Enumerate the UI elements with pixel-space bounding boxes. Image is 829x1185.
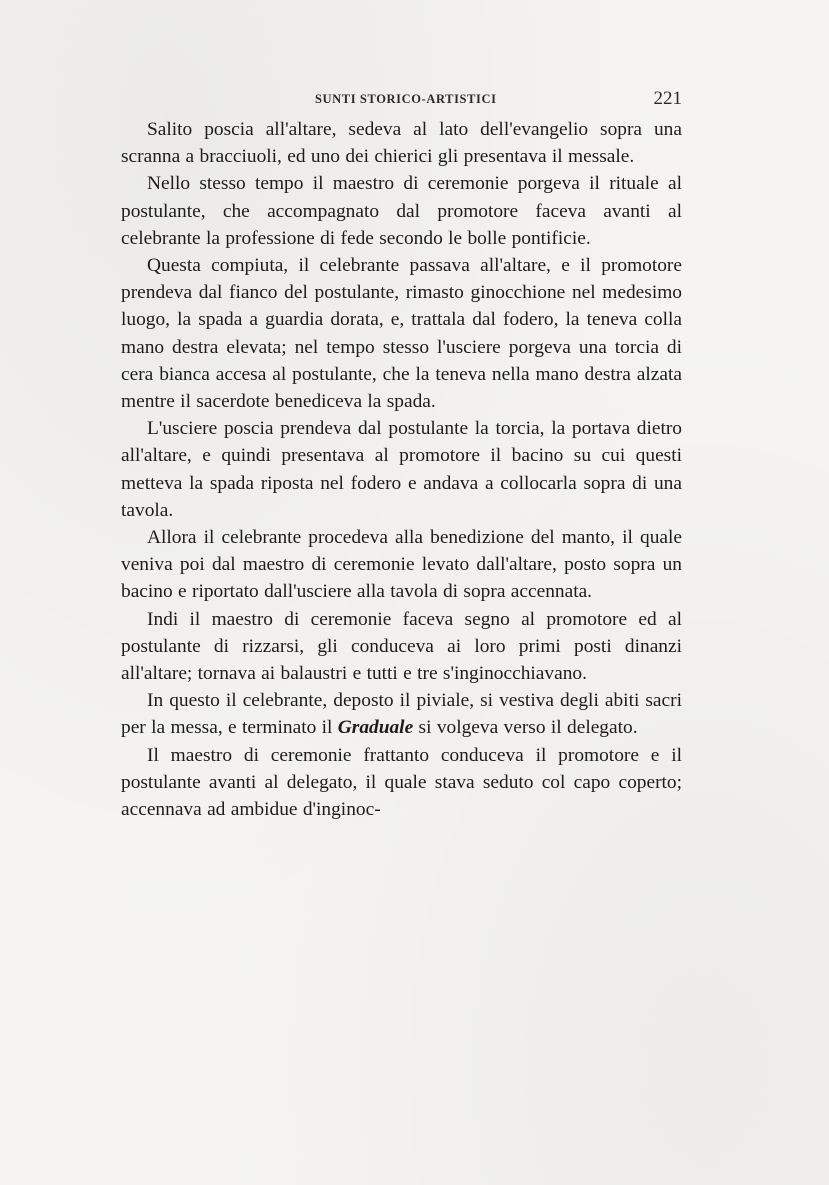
running-head [120,88,682,112]
paragraph-nello-stesso-tempo: Nello stesso tempo il maestro di ceremonie porgeva il rituale al postulante, che accompagnato dal promotore faceva avanti al celebrante la professione di fede secondo le bolle pontificie. [121,173,682,249]
running-title: SUNTI STORICO-ARTISTICI [315,92,497,106]
paragraph-in-questo [121,687,682,741]
paragraph-in-questo-text-after: si volgeva verso il delegato. [413,717,638,739]
graduale-italic: Graduale [337,717,414,739]
paragraph-salito: Salito poscia all'altare, sedeva al lato dell'evangelio sopra una scranna a bracciuoli, ed uno dei chierici gli presentava il messale. [121,119,682,168]
paragraph-usciere: L'usciere poscia prendeva dal postulante la torcia, la portava dietro all'altare, e quindi presentava al promotore il bacino su cui questi metteva la spada riposta nel fodero e andava a collocarla sopra di una tavola. [121,418,682,521]
page-number: 221 [653,88,682,109]
paragraph-questa-compiuta: Questa compiuta, il celebrante passava all'altare, e il promotore prendeva dal fianco del postulante, rimasto ginocchione nel medesimo luogo, la spada a guardia dorata, e, trattala dal fodero, la teneva colla mano destra elevata; nel tempo stesso l'usciere porgeva una torcia di cera bianca accesa al postulante, che la teneva nella mano destra alzata mentre il sacerdote benediceva la spada. [121,255,682,413]
paragraph-allora: Allora il celebrante procedeva alla benedizione del manto, il quale veniva poi dal maestro di ceremonie levato dall'altare, posto sopra un bacino e riportato dall'usciere alla tavola di sopra accennata. [121,527,682,603]
paragraph-il-maestro: Il maestro di ceremonie frattanto conduceva il promotore e il postulante avanti al delegato, il quale stava seduto col capo coperto; accennava ad ambidue d'inginoc- [121,744,682,821]
paragraph-in-questo-text-before: In questo il celebrante, deposto il piviale, si vestiva degli abiti sacri per la messa, e terminato il [121,690,682,739]
paragraph-indi: Indi il maestro di ceremonie faceva segno al promotore ed al postulante di rizzarsi, gli conduceva ai loro primi posti dinanzi all'altare; tornava ai balaustri e tutti e tre s'inginocchiavano. [121,608,682,685]
body-text [121,116,682,823]
